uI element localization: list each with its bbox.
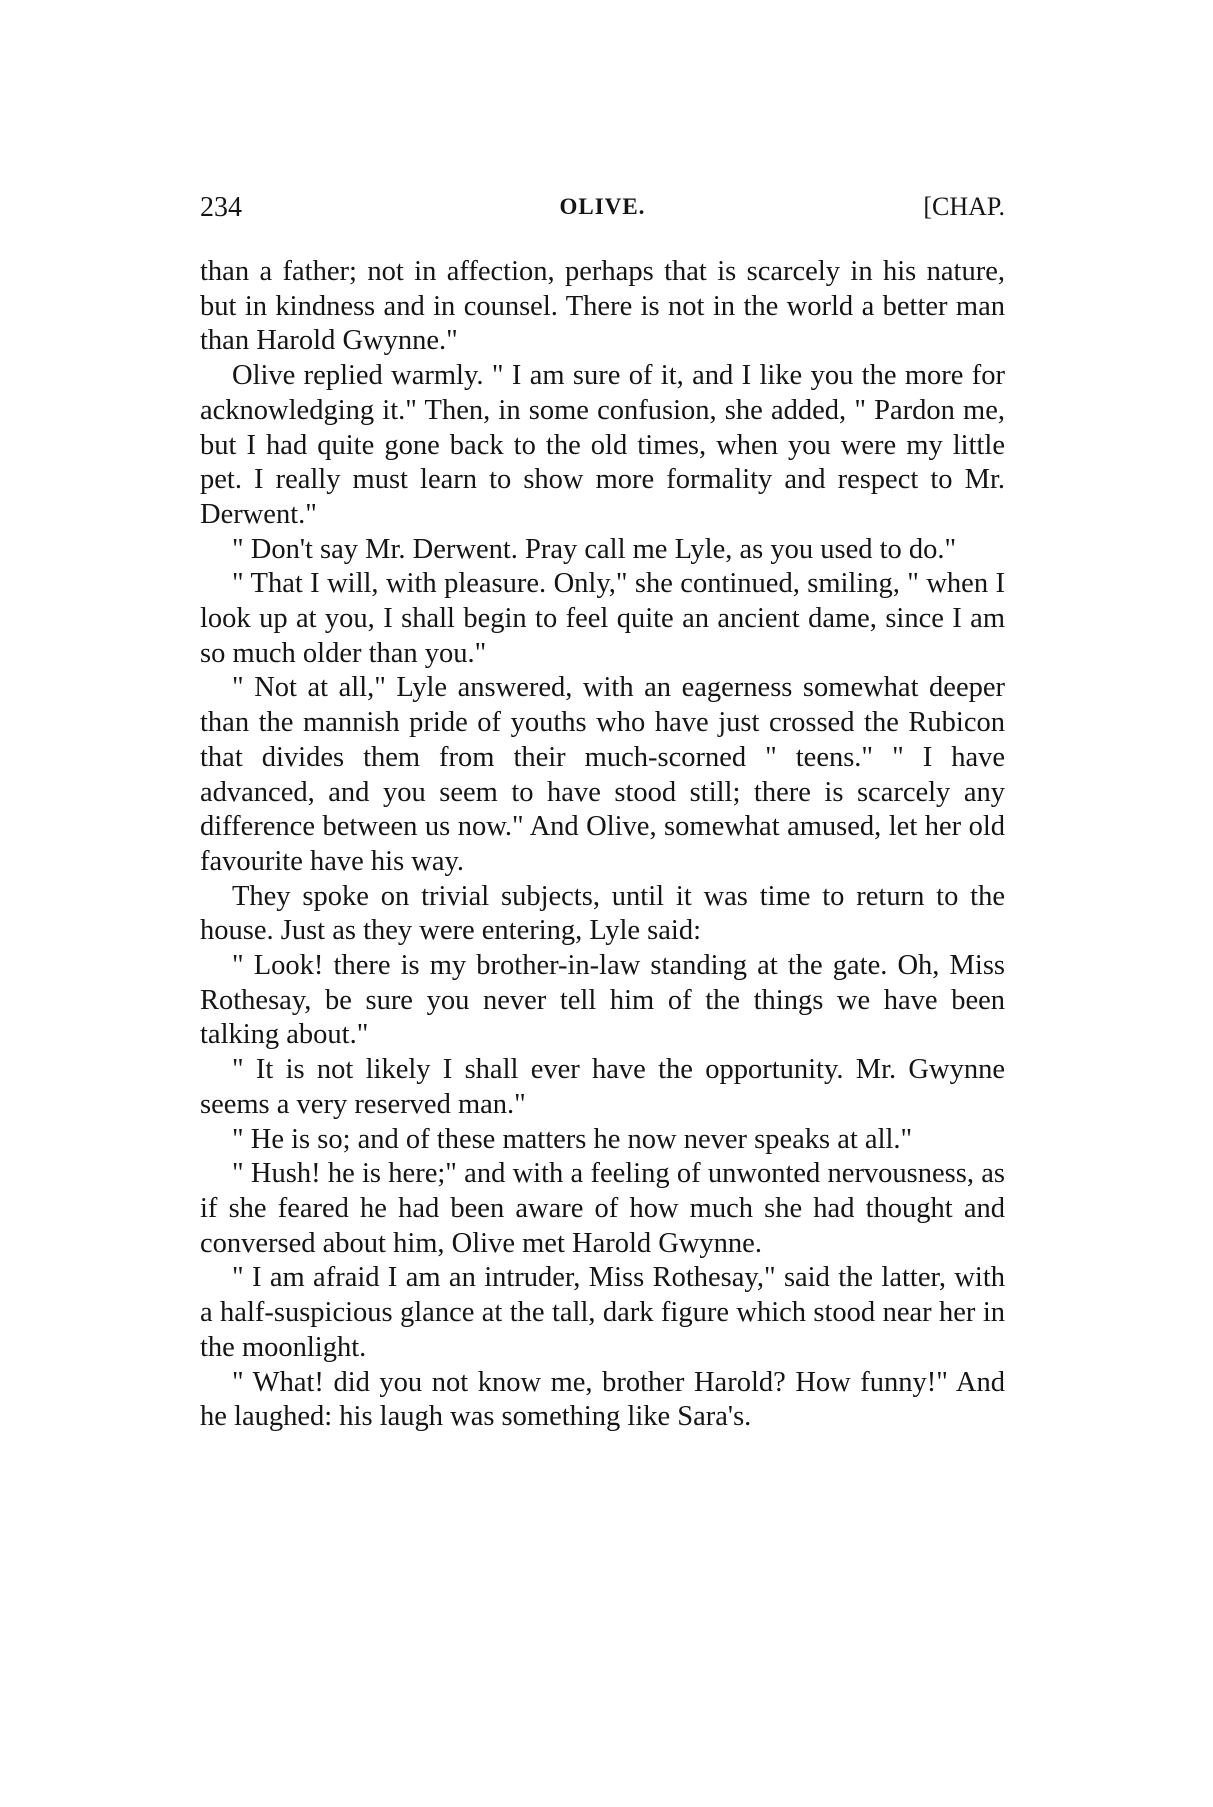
running-title: OLIVE. — [559, 194, 646, 219]
paragraph: Olive replied warmly. " I am sure of it, and I like you the more for acknowledging it." Then, in some confusion, she added, " Pardon me, but I had quite gone back to the old times, when you were my little pet. I really must learn to show more formality and respect to Mr. Derwent." — [200, 360, 1005, 530]
paragraph: than a father; not in affection, perhaps that is scarcely in his nature, but in kindness and in counsel. There is not in the world a better man than Harold Gwynne." — [200, 256, 1005, 357]
paragraph: " Not at all," Lyle answered, with an eagerness somewhat deeper than the mannish pride of youths who have just crossed the Rubicon that divides them from their much-scorned " teens." " I have advanced, and you seem to have stood still; there is scarcely any difference between us now." And Olive, somewhat amused, let her old favourite have his way. — [200, 672, 1005, 877]
running-head — [200, 192, 1005, 232]
chapter-marker: [CHAP. — [923, 192, 1005, 221]
paragraph: " What! did you not know me, brother Harold? How funny!" And he laughed: his laugh was something like Sara's. — [200, 1366, 1005, 1433]
paragraph: " That I will, with pleasure. Only," she continued, smiling, " when I look up at you, I shall begin to feel quite an ancient dame, since I am so much older than you." — [200, 568, 1005, 669]
paragraph: They spoke on trivial subjects, until it was time to return to the house. Just as they were entering, Lyle said: — [200, 880, 1005, 947]
paragraph: " Don't say Mr. Derwent. Pray call me Lyle, as you used to do." — [232, 533, 957, 565]
paragraph: " I am afraid I am an intruder, Miss Rothesay," said the latter, with a half-suspicious glance at the tall, dark figure which stood near her in the moonlight. — [200, 1262, 1005, 1363]
paragraph: " He is so; and of these matters he now never speaks at all." — [232, 1123, 913, 1155]
paragraph: " It is not likely I shall ever have the opportunity. Mr. Gwynne seems a very reserved man." — [200, 1054, 1005, 1120]
page-number: 234 — [200, 192, 242, 223]
paragraph: " Look! there is my brother-in-law standing at the gate. Oh, Miss Rothesay, be sure you never tell him of the things we have been talking about." — [200, 950, 1005, 1051]
paragraph: " Hush! he is here;" and with a feeling of unwonted nervousness, as if she feared he had been aware of how much she had thought and conversed about him, Olive met Harold Gwynne. — [200, 1158, 1005, 1259]
body-text — [200, 255, 1005, 1435]
